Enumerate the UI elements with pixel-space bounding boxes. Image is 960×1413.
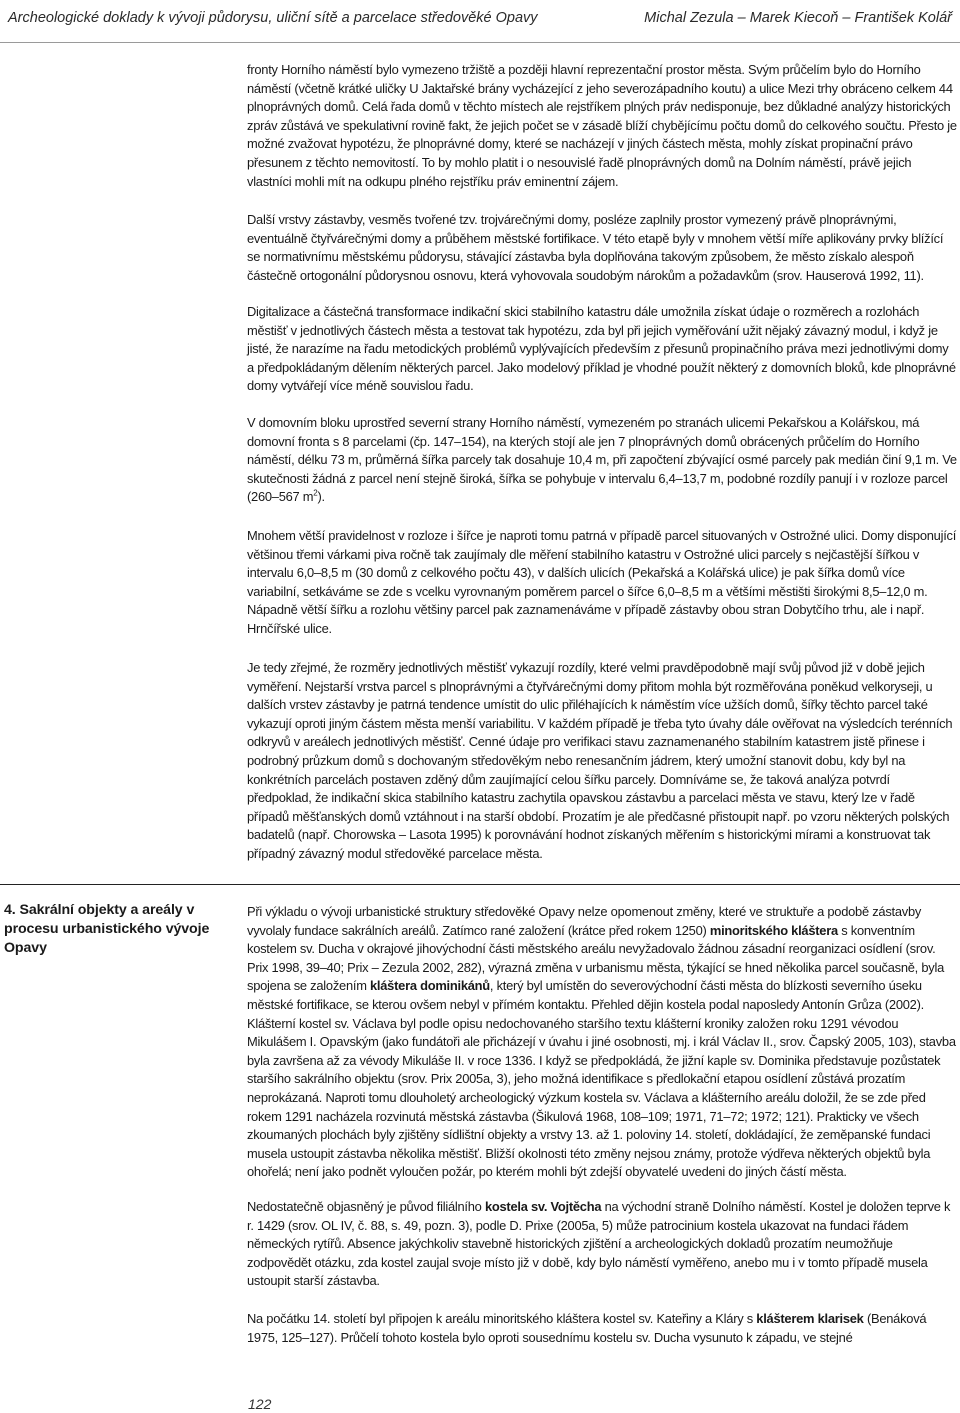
- bold-term: kostela sv. Vojtěcha: [484, 1199, 602, 1214]
- paragraph-text: V domovním bloku uprostřed severní strany Horního náměstí, vymezeném po stranách ulicemi Pekařskou a Kolářskou, má domovní fronta s 8 parcelami (čp. 147–154), na kterých stojí ale jen 7 plnoprávných domů obrácených průčelím do Horního náměstí, délku 73 m, průměrná šířka parcely tak dosahuje 10,4 m, při započtení zbývající osmé parcely pak medián činí 9,1 m. Ve skutečnosti žádná z parcel není stejně široká, šířka se pohybuje v intervalu 6,4–13,7 m, podobné rozdíly panují i v rozloze parcel (260–567 $m^2$).: [247, 415, 957, 505]
- body-paragraph-1: [247, 61, 957, 191]
- section-divider: [0, 884, 960, 885]
- paragraph-text: fronty Horního náměstí bylo vymezeno tržiště a později hlavní reprezentační prostor města. Svým průčelím bylo do Horního náměstí (včetně krátké uličky U Jaktařské brány vycházející z jeho severozápadního koutu) a ulice Mezi trhy obráceno celkem 44 plnoprávných domů. Celá řada domů v těchto místech ale rejstříkem plných práv nedisponuje, bez důkladné analýzy historických zpráv zůstává ve spekulativní rovině fakt, že jejich počet se v zásadě blíží chybějícímu počtu domů do celkového součtu. Přesto je možné zvažovat hypotézu, že plnoprávné domy, které se nacházejí v jiných částech města, mohly získat propinační právo přesunem z těchto nemovitostí. To by mohlo platit i o nesouvislé řadě plnoprávných domů na Dolním náměstí, právě jejich vlastníci mohli mít na odkupu plného rejstříku práv eminentní zájem.: [247, 62, 957, 189]
- paragraph-text: Na počátku 14. století byl připojen k areálu minoritského kláštera kostel sv. Kateřiny a Kláry s klášterem klarisek (Benáková 1975, 125–127). Průčelí tohoto kostela bylo oproti sousednímu kostelu sv. Ducha vysunuto k západu, ve stejné: [247, 1311, 927, 1345]
- section-title-text: Sakrální objekty a areály v procesu urbanistického vývoje Opavy: [4, 902, 210, 956]
- paragraph-text: Mnohem větší pravidelnost v rozloze i šířce je naproti tomu patrná v případě parcel situovaných v Ostrožné ulici. Domy disponující většinou třemi várkami piva ročně tak zaujímaly dle měření stabilního katastru v Ostrožné ulici parcely s nejčastější šířkou v intervalu 6,0–8,5 m (30 domů z celkového počtu 43), v dalších ulicích (Pekařská a Kolářská ulice) je pak šířka domů více variabilní, setkáváme se zde s vcelku vyrovnaným poměrem parcel o šířce 6,0–8,5 m a většími městišti širokými 8,5–12,0 m. Nápadně větší šířku a rozlohu většiny parcel pak zaznamenáváme v případě zástavby obou stran Dobytčího trhu, ale i např. Hrnčířské ulice.: [247, 528, 957, 636]
- body-paragraph-6: [247, 659, 957, 864]
- bold-term: kláštera dominikánů: [370, 978, 490, 994]
- superscript: 2: [313, 489, 318, 499]
- running-title: Archeologické doklady k vývoji půdorysu, uliční sítě a parcelace středověké Opavy: [8, 10, 538, 26]
- page-number: 122: [248, 1396, 272, 1412]
- bold-term: minoritského kláštera: [709, 922, 838, 938]
- paragraph-text: Další vrstvy zástavby, vesměs tvořené tzv. trojvárečnými domy, posléze zaplnily prostor vymezený právě plnoprávnými, eventuálně čtyřvárečnými domy a průběhem městské fortifikace. V této etapě byly v mnohem větší míře aplikovány prvky blížící se normativnímu městskému půdorysu, stávající zástavba byla doplňována takovým způsobem, že město získalo alespoň částečně ortogonální půdorysnou osnovu, která vyhovovala soudobým nárokům a požadavkům (srov. Hauserová 1992, 11).: [247, 212, 944, 283]
- paragraph-text: Digitalizace a částečná transformace indikační skici stabilního katastru dále umožnila získat údaje o rozměrech a rozlohách městišť v jednotlivých částech města a testovat tak hypotézu, zda byl při jejich vyměřování užit nějaký závazný modul, i když je jisté, že narazíme na řadu metodických problémů vyplývajících především z přesunů propinačního práva mezi jednotlivými domy a předpokládaným dělením některých parcel. Jako modelový příklad je vhodné použít některý z domovních bloků, kde plnoprávné domy vytvářejí více méně souvislou řadu.: [247, 304, 956, 394]
- section-paragraph-3: [247, 1310, 957, 1347]
- body-paragraph-3: [247, 303, 957, 396]
- paragraph-text: Při výkladu o vývoji urbanistické struktury středověké Opavy nelze opomenout změny, které ve struktuře a podobě zástavby vyvolaly fundace sakrálních areálů. Zatímco rané založení (krátce před rokem 1250) minoritského kláštera s konventním kostelem sv. Ducha v okrajové jihovýchodní části městského areálu nevyžadovalo žádnou zásadní reorganizaci osídlení (srov. Prix 1998, 39–40; Prix – Zezula 2002, 282), výrazná změna v urbanismu města, týkající se hned několika parcel současně, byla spojena se založením kláštera dominikánů, který byl umístěn do severovýchodní části města do blízkosti severního úseku městské fortifikace, se kterou ovšem nebyl v přímém kontaktu. Přehled dějin kostela podal naposledy Antonín Grůza (2002). Klášterní kostel sv. Václava byl podle opisu nedochovaného staršího textu klášterní kroniky založen roku 1291 vévodou Mikulášem I. Opavským (jako fundátoři ale přicházejí v úvahu i jiné osobnosti, mj. i král Václav II., srov. Čapský 2005, 103), stavba byla završena až za vévody Mikuláše II. v roce 1336. I když se předpokládá, že jižní kaple sv. Dominika představuje pozůstatek staršího sakrálního objektu (srov. Prix 2005a, 3), jeho možná identifikace s předlokační etapou osídlení zůstává prozatím neprokázaná. Naproti tomu dlouholetý archeologický výzkum kostela sv. Václava a klášterního areálu doložil, že se zde před rokem 1291 nacházela rozvinutá městská zástavba (Šikulová 1968, 108–109; 1971, 71–72; 1972; 121). Prakticky ve všech zkoumaných plochách byly zjištěny sídlištní objekty a vrstvy 13. až 1. poloviny 14. století, dokládající, že zeměpanské fundaci musela ustoupit zástavba několika městišť. Bližší okolnosti této změny nejsou známy, protože výdřeva některých objektů byla ohořelá; není jako podnět vyloučen požár, po kterém mohli být zdejší obyvatelé uvedeni do jiných částí města.: [247, 904, 956, 1180]
- body-paragraph-5: [247, 527, 957, 639]
- paragraph-text: Nedostatečně objasněný je původ filiálního kostela sv. Vojtěcha na východní straně Dolního náměstí. Kostel je doložen teprve k r. 1429 (srov. OL IV, č. 88, s. 49, pozn. 3), podle D. Prixe (2005a, 5) může patrocinium kostela ukazovat na fundaci řádem německých rytířů. Absence jakýchkoliv stavebně historických zjištění a archeologických dokladů prozatím neumožňuje zodpovědět otázku, zda kostel zaujal svoje místo již v době, kdy bylo náměstí vyměřeno, anebo mu i v tomto případě musela ustoupit starší zástavba.: [247, 1199, 951, 1289]
- bold-term: klášterem klarisek: [756, 1311, 864, 1326]
- running-authors: Michal Zezula – Marek Kiecoň – František Kolář: [644, 10, 952, 26]
- section-heading: [4, 901, 224, 958]
- section-paragraph-1: [247, 903, 957, 1182]
- body-paragraph-4: [247, 414, 957, 507]
- section-number: 4.: [4, 902, 16, 918]
- section-paragraph-2: [247, 1198, 957, 1291]
- running-header: [0, 0, 960, 43]
- body-paragraph-2: [247, 211, 957, 285]
- paragraph-text: Je tedy zřejmé, že rozměry jednotlivých městišť vykazují rozdíly, které velmi pravděpodobně mají svůj původ již v době jejich vyměření. Nejstarší vrstva parcel s plnoprávnými a čtyřvárečnými domy přitom mohla být rozměřována poněkud velkoryseji, u dalších vrstev zástavby je patrná tendence umístit do ulic přiléhajících k náměstím více užších domů, šířky těchto parcel také vykazují oproti jiným částem města menší variabilitu. V každém případě je třeba tyto úvahy dále ověřovat na výsledcích terénních odkryvů v areálech jednotlivých městišť. Cenné údaje pro verifikaci stavu zaznamenaného stabilním katastrem jistě přinese i podrobný průzkum domů s dochovaným středověkým nebo renesančním jádrem, který umožní stanovit dobu, kdy byl na konkrétních parcelách postaven zděný dům zaujímající celou šířku parcely. Domníváme se, že taková analýza potvrdí předpoklad, že indikační skica stabilního katastru zachytila opavskou zástavbu a parcelaci města ve stavu, který lze v řadě případů měšťanských domů vztáhnout i na starší období. Prozatím je ale předčasné přistoupit např. po vzoru některých polských badatelů (např. Chorowska – Lasota 1995) k porovnávání hodnot získaných měřením s historickými mírami a konstruovat tak případný závazný modul středověké parcelace města.: [247, 660, 953, 861]
